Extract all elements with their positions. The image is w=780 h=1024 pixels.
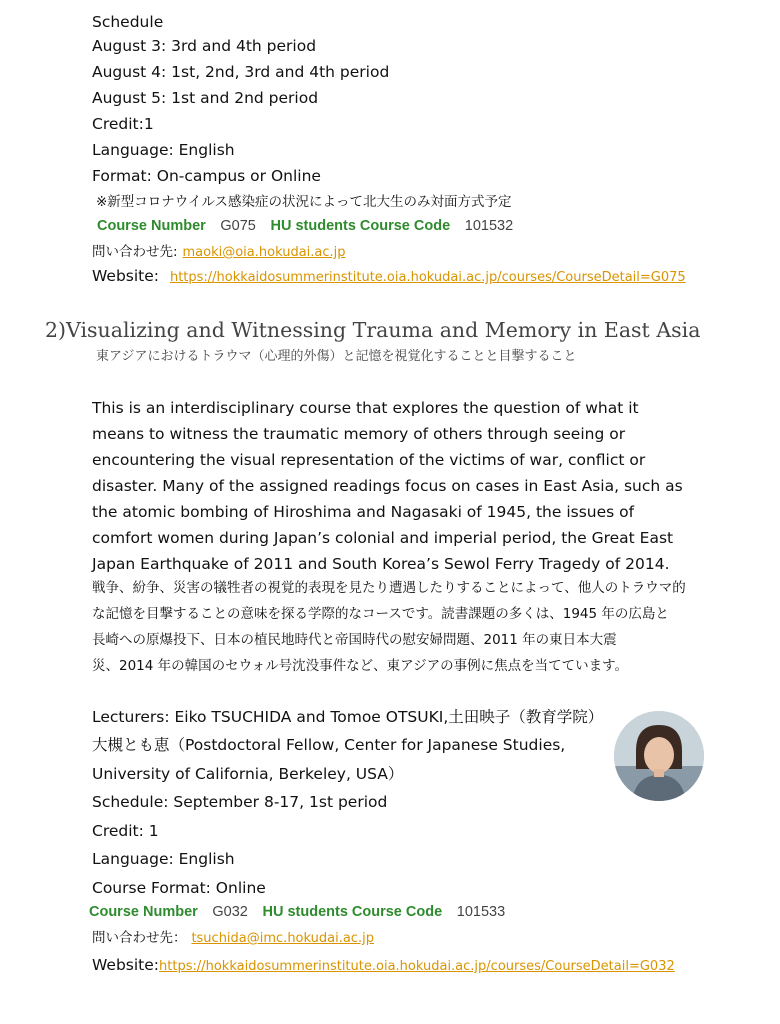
website-label: Website: xyxy=(92,267,160,285)
website-link[interactable]: https://hokkaidosummerinstitute.oia.hokudai.ac.jp/courses/CourseDetail=G075 xyxy=(169,270,686,285)
course-number-label: Course Number xyxy=(89,904,198,920)
description-line: encountering the visual representation of the victims of war, conflict or xyxy=(92,451,646,469)
description-jp-line: な記憶を目撃することの意味を探る学際的なコースです。読書課題の多くは、1945 年の広島と xyxy=(92,606,669,622)
lecturers-line: 大槻とも恵（Postdoctoral Fellow, Center for Japanese Studies, xyxy=(92,736,566,754)
description-jp-line: 戦争、紛争、災害の犠牲者の視覚的表現を見たり遭遇したりすることによって、他人のトラウマ的 xyxy=(92,580,686,596)
course-subtitle: 東アジアにおけるトラウマ（心理的外傷）と記憶を視覚化することと目撃すること xyxy=(96,349,577,364)
language-line: Language: English xyxy=(92,141,235,159)
course-code-line xyxy=(97,216,513,236)
format-line: Format: On-campus or Online xyxy=(92,167,321,185)
description-jp-line: 長崎への原爆投下、日本の植民地時代と帝国時代の慰安婦問題、2011 年の東日本大震 xyxy=(92,632,617,648)
description-line: means to witness the traumatic memory of others through seeing or xyxy=(92,425,626,443)
course-description-jp xyxy=(92,575,702,679)
website-link[interactable]: https://hokkaidosummerinstitute.oia.hokudai.ac.jp/courses/CourseDetail=G032 xyxy=(159,959,675,974)
hu-code-label: HU students Course Code xyxy=(270,218,451,234)
hu-code-label: HU students Course Code xyxy=(262,904,443,920)
lecturers-line: Lecturers: Eiko TSUCHIDA and Tomoe OTSUKI,土田映子（教育学院） xyxy=(92,708,604,726)
description-line: the atomic bombing of Hiroshima and Nagasaki of 1945, the issues of xyxy=(92,503,635,521)
website-line xyxy=(92,955,675,977)
description-line: comfort women during Japan’s colonial and imperial period, the Great East xyxy=(92,529,674,547)
website-line xyxy=(92,266,686,288)
language-line: Language: English xyxy=(92,850,235,868)
contact-label: 問い合わせ先： xyxy=(92,930,187,946)
course-code-line xyxy=(89,902,505,922)
lecturer-photo xyxy=(614,711,704,801)
schedule-line: August 4: 1st, 2nd, 3rd and 4th period xyxy=(92,63,390,81)
credit-line: Credit:1 xyxy=(92,115,154,133)
contact-email-link[interactable]: tsuchida@imc.hokudai.ac.jp xyxy=(191,931,374,946)
schedule-line: August 5: 1st and 2nd period xyxy=(92,89,319,107)
contact-email-link[interactable]: maoki@oia.hokudai.ac.jp xyxy=(182,245,346,260)
description-line: disaster. Many of the assigned readings focus on cases in East Asia, such as xyxy=(92,477,683,495)
course-number-label: Course Number xyxy=(97,218,206,234)
course-description xyxy=(92,395,702,577)
credit-line: Credit: 1 xyxy=(92,822,159,840)
description-line: This is an interdisciplinary course that explores the question of what it xyxy=(92,399,639,417)
hu-code: 101533 xyxy=(456,904,506,920)
schedule-heading: Schedule xyxy=(92,13,164,31)
contact-label: 問い合わせ先: xyxy=(92,244,178,260)
description-line: Japan Earthquake of 2011 and South Korea’s Sewol Ferry Tragedy of 2014. xyxy=(92,555,670,573)
website-label: Website: xyxy=(92,956,160,974)
course-number: G032 xyxy=(212,904,248,920)
covid-note: ※新型コロナウイルス感染症の状況によって北大生のみ対面方式予定 xyxy=(96,194,512,210)
contact-line xyxy=(92,241,346,263)
lecturer-photo-image xyxy=(614,711,704,801)
description-jp-line: 災、2014 年の韓国のセウォル号沈没事件など、東アジアの事例に焦点を当てています。 xyxy=(92,658,628,674)
course-title: 2)Visualizing and Witnessing Trauma and Memory in East Asia xyxy=(45,318,701,342)
course-number: G075 xyxy=(220,218,256,234)
contact-line xyxy=(92,927,374,949)
hu-code: 101532 xyxy=(464,218,514,234)
schedule-line: August 3: 3rd and 4th period xyxy=(92,37,317,55)
format-line: Course Format: Online xyxy=(92,879,266,897)
schedule-line: Schedule: September 8-17, 1st period xyxy=(92,793,388,811)
lecturers-line: University of California, Berkeley, USA） xyxy=(92,765,404,783)
